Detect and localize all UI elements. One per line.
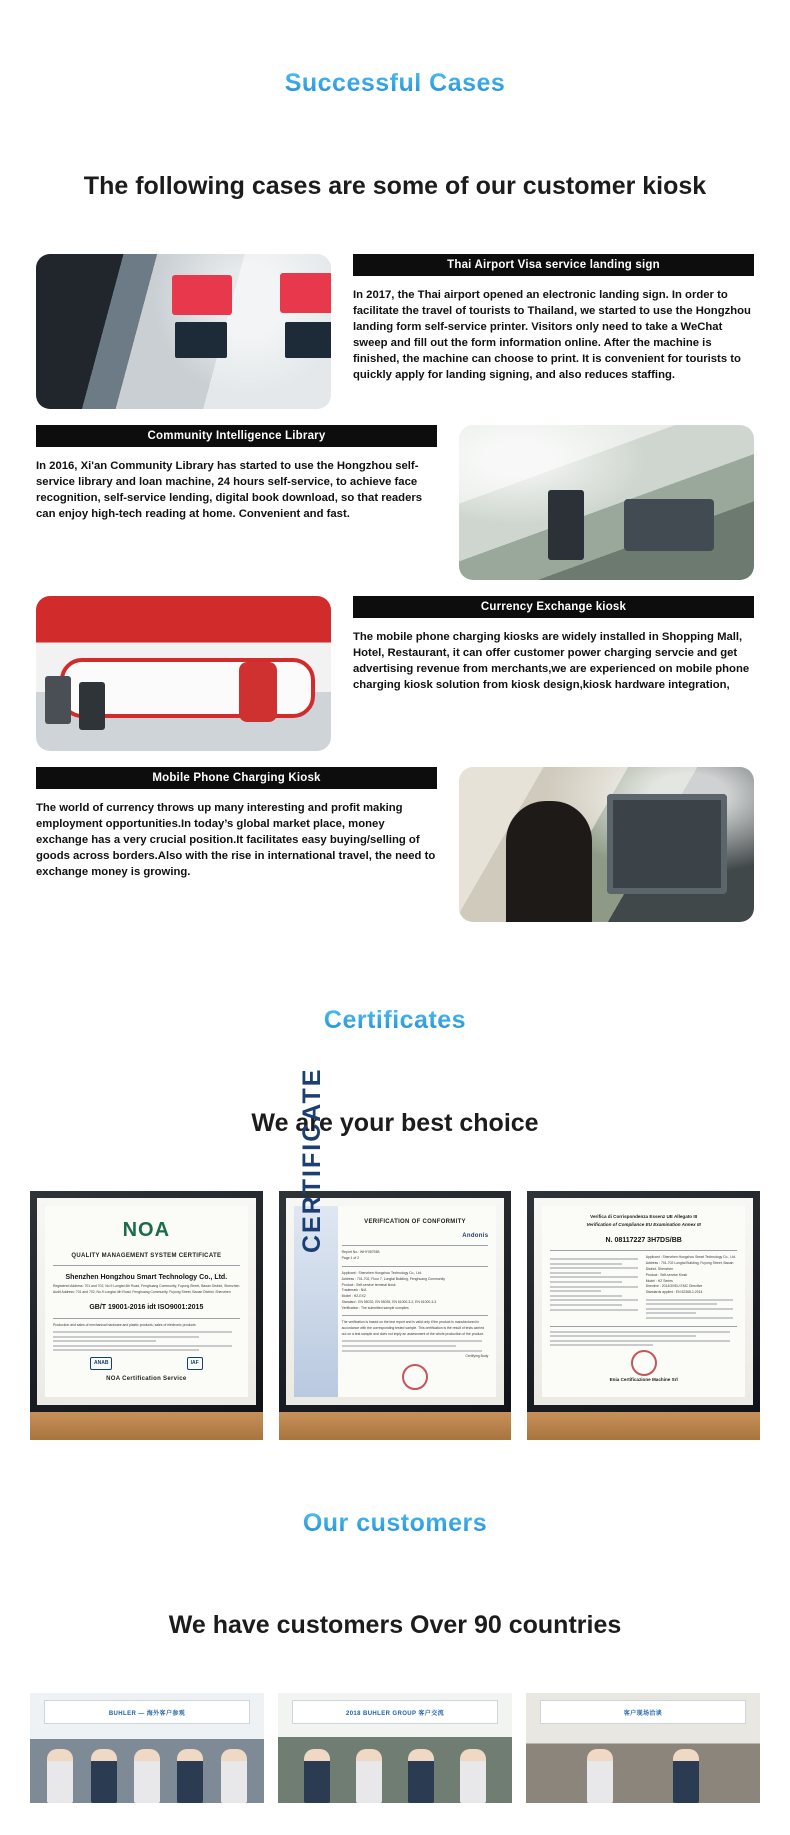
person-figure <box>134 1749 160 1803</box>
person-figure <box>221 1749 247 1803</box>
cases-section-subtitle: The following cases are some of our customer kiosk <box>83 171 707 200</box>
cases-sub-spacer <box>0 226 790 254</box>
certificate-filler-text <box>342 1340 489 1351</box>
certificate-stamp <box>631 1350 657 1376</box>
divider <box>53 1318 240 1319</box>
certificate-field: Model : HZ-EX2 <box>341 1294 366 1299</box>
case-photo-community-library <box>459 425 754 580</box>
certificate-field: Directive : 2014/30/EU EMC Directive <box>645 1284 703 1289</box>
badge-iaf: IAF <box>187 1357 203 1370</box>
customer-banner-text: BUHLER — 海外客户参观 <box>44 1700 250 1724</box>
person-figure <box>304 1749 330 1803</box>
case-body: In 2017, the Thai airport opened an electronic landing sign. In order to facilitate the travel of tourists to Thailand, we started to use the Hongzhou landing form self-service printer. Visitors only need to take a WeChat sweep and fill out the form information online. After the machine is finished, the machine can choose to print. It is convenient for tourists to quickly apply for landing signing, and also reduces staffing. <box>353 288 751 381</box>
certificates-top-spacer <box>0 938 790 986</box>
badge-anab: ANAB <box>90 1357 112 1370</box>
certificate-item <box>527 1191 760 1440</box>
certificate-frame-eurasia <box>527 1191 760 1412</box>
certificate-filler-text <box>53 1331 240 1351</box>
bottom-spacer <box>0 1803 790 1823</box>
divider <box>550 1326 737 1327</box>
case-body: In 2016, Xi'an Community Library has started to use the Hongzhou self-service library and loan machine, 24 hours self-service, to achieve face recognition, self-service lending, digital book download, so that readers can enjoy high-tech reading at home. Convenient and fast. <box>36 459 423 520</box>
person-figure <box>460 1749 486 1803</box>
certificate-footer: NOA Certification Service <box>106 1375 187 1382</box>
cases-list <box>0 254 790 922</box>
customers-gallery <box>0 1693 790 1803</box>
certificate-stamp <box>402 1364 428 1390</box>
case-photo-currency-exchange <box>36 596 331 751</box>
certificate-address: Registered Address: 701 and 702, No.9 Longtai 4th Road, Fenghuang Community, Fuyong Street, Baoan District, Shenzhen <box>53 1284 240 1289</box>
certificate-document <box>334 1206 497 1397</box>
certificate-field: Product : Self-service terminal kiosk <box>341 1282 396 1287</box>
certificate-field: Applicant : Shenzhen Hongzhou Technology Co., Ltd. <box>341 1270 422 1275</box>
certificate-field: Standards applied : EN 62368-1:2014 <box>645 1290 703 1295</box>
certificate-field: Standard : EN 55032, EN 55035, EN 61000-3-2, EN 61000-3-3 <box>341 1299 437 1304</box>
customer-photo <box>30 1693 264 1803</box>
certificate-accreditation-badges <box>53 1357 240 1370</box>
certificate-company: Shenzhen Hongzhou Smart Technology Co., Ltd. <box>65 1274 228 1282</box>
certificate-side-title: CERTIFICATE <box>297 1067 326 1253</box>
certificates-sub-spacer <box>0 1163 790 1191</box>
certificate-heading: Verifica di Corrispondenza Essenz UE Allegato III <box>590 1214 698 1219</box>
divider <box>342 1266 489 1267</box>
certificate-item <box>30 1191 263 1440</box>
customer-banner-text: 2018 BUHLER GROUP 客户交流 <box>292 1700 498 1724</box>
case-text <box>331 254 754 395</box>
certificate-field: Product : Self-service Kiosk <box>645 1272 688 1277</box>
person-figure <box>673 1749 699 1803</box>
case-text <box>331 596 754 705</box>
case-body: The world of currency throws up many interesting and profit making employment opportunities.In today’s global market place, money exchange has a very crucial position.It facilitates easy buying/selling of goods across borders.Also with the rise in international travel, the need to exchange money is growing. <box>36 801 436 878</box>
certificates-section-title: Certificates <box>0 1006 790 1035</box>
case-item <box>36 767 754 922</box>
customers-section-subtitle: We have customers Over 90 countries <box>168 1611 622 1640</box>
certificate-heading: QUALITY MANAGEMENT SYSTEM CERTIFICATE <box>71 1253 222 1259</box>
certificate-document <box>45 1206 248 1397</box>
certificate-logo: NOA <box>122 1219 171 1241</box>
case-item <box>36 254 754 409</box>
case-photo-phone-charging <box>459 767 754 922</box>
case-text <box>36 767 459 892</box>
certificate-footer: Enia Certificazione Machine Srl <box>609 1377 678 1383</box>
certificate-columns <box>550 1255 737 1321</box>
certificate-filler-right <box>646 1299 737 1319</box>
customers-sub-spacer <box>0 1665 790 1693</box>
person-figure <box>587 1749 613 1803</box>
customer-banner-text: 客户现场洽谈 <box>540 1700 746 1724</box>
case-label: Thai Airport Visa service landing sign <box>353 254 754 276</box>
certificate-field: Trademark : N/A <box>341 1288 367 1293</box>
cases-section-title: Successful Cases <box>0 69 790 98</box>
certificate-field: Verification : The submitted sample complies <box>341 1305 409 1310</box>
certificate-field: Model : HZ Series <box>645 1278 673 1283</box>
top-spacer <box>0 0 790 48</box>
person-figure <box>177 1749 203 1803</box>
customer-photo <box>278 1693 512 1803</box>
certificate-page: Page 1 of 2 <box>341 1256 360 1261</box>
certificate-report-no: Report No.: WHY08793B <box>341 1250 380 1255</box>
person-figure <box>356 1749 382 1803</box>
certificate-stand <box>30 1412 263 1440</box>
case-label: Mobile Phone Charging Kiosk <box>36 767 437 789</box>
customers-top-spacer <box>0 1440 790 1488</box>
certificate-filler-bottom <box>550 1331 737 1347</box>
certificate-frame-noa <box>30 1191 263 1412</box>
customer-people-group <box>278 1735 512 1803</box>
case-photo-thai-airport <box>36 254 331 409</box>
certificate-filler-left <box>550 1255 641 1321</box>
case-item <box>36 596 754 751</box>
certificate-brand: Andonis <box>462 1233 489 1240</box>
certificate-standard: GB/T 19001-2016 idt ISO9001:2015 <box>89 1303 204 1311</box>
case-text <box>36 425 459 534</box>
certificate-fields <box>646 1255 737 1321</box>
cases-title-spacer <box>0 119 790 147</box>
certificate-field: Address : 701-702 Longtai Building, Fuyong Street, Baoan District, Shenzhen <box>645 1261 734 1272</box>
customer-people-group <box>30 1735 264 1803</box>
case-item <box>36 425 754 580</box>
customer-people-group <box>526 1735 760 1803</box>
case-label: Currency Exchange kiosk <box>353 596 754 618</box>
customers-title-spacer <box>0 1558 790 1586</box>
divider <box>550 1250 737 1251</box>
customer-photo <box>526 1693 760 1803</box>
case-body: The mobile phone charging kiosks are widely installed in Shopping Mall, Hotel, Restaurant, it can offer customer power charging servcie and get advertising revenue from merchants,we are experienced on mobile phone charging kiosk solution from kiosk design,kiosk hardware integration, <box>353 630 750 691</box>
certificate-scope: Production and sales of mechanical hardware and plastic products; sales of electronic products <box>53 1322 196 1327</box>
person-figure <box>91 1749 117 1803</box>
certificate-note: The verification is based on the test report and is valid only if the product is manufactured in accordance with the corresponding tested sample. This certification is the result of tests carried out on a test sample and does not imply an assessment of the whole production of the product. <box>341 1320 485 1336</box>
certificate-footer: Certifying Body <box>465 1354 489 1359</box>
certificate-audit-address: Audit Address: 701 and 702, No.9 Longtai 4th Road, Fenghuang Community, Fuyong Street, Baoan District, Shenzhen <box>53 1289 231 1294</box>
customers-section-title: Our customers <box>0 1509 790 1538</box>
divider <box>342 1245 489 1246</box>
certificate-stand <box>527 1412 760 1440</box>
certificate-document <box>542 1206 745 1397</box>
certificate-heading: VERIFICATION OF CONFORMITY <box>364 1219 466 1225</box>
case-label: Community Intelligence Library <box>36 425 437 447</box>
certificates-title-spacer <box>0 1056 790 1084</box>
divider <box>53 1265 240 1266</box>
person-figure <box>408 1749 434 1803</box>
divider <box>342 1315 489 1316</box>
certificate-field: Address : 701-702, Floor 7, Longtai Building, Fenghuang Community <box>341 1276 445 1281</box>
certificate-number: N. 08117227 3H7DS/BB <box>605 1236 682 1244</box>
certificate-subheading: Verification of Compliance EU Examination Annex III <box>586 1221 701 1227</box>
certificate-stand <box>279 1412 512 1440</box>
certificates-section-subtitle: We are your best choice <box>251 1109 539 1137</box>
certificate-field: Applicant : Shenzhen Hongzhou Smart Technology Co., Ltd. <box>645 1255 736 1260</box>
person-figure <box>47 1749 73 1803</box>
